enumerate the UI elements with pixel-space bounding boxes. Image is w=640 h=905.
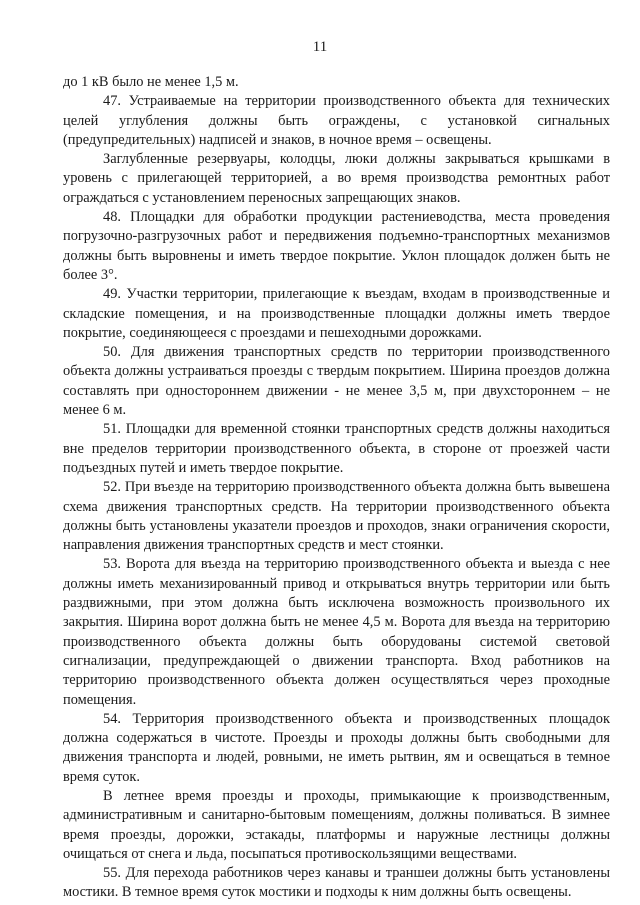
paragraph-47-continued: Заглубленные резервуары, колодцы, люки должны закрываться крышками в уровень с прилегающей территорией, а во время производства ремонтных работ ограждаться с установлением переносных запрещающих знаков. xyxy=(63,151,610,206)
paragraph-50: 50. Для движения транспортных средств по территории производственного объекта должны устраиваться проезды с твердым покрытием. Ширина проездов должна составлять при одностороннем движении - не менее 3,5 м, при двухстороннем – не менее 6 м. xyxy=(63,344,610,419)
paragraph-51: 51. Площадки для временной стоянки транспортных средств должны находиться вне пределов территории производственного объекта, в стороне от проезжей части подъездных путей и иметь твердое покрытие. xyxy=(63,421,610,476)
paragraph-55: 55. Для перехода работников через канавы и траншеи должны быть установлены мостики. В темное время суток мостики и подходы к ним должны быть освещены. xyxy=(63,865,610,901)
page-number: 11 xyxy=(312,39,328,55)
paragraph-54: 54. Территория производственного объекта и производственных площадок должна содержаться в чистоте. Проезды и проходы должны быть свободными для движения транспорта и людей, ровными, не иметь рытвин, ям и освещаться в темное время суток. xyxy=(63,710,610,785)
paragraph-52: 52. При въезде на территорию производственного объекта должна быть вывешена схема движения транспортных средств. На территории производственного объекта должны быть установлены указатели проездов и проходов, знаки ограничения скорости, направления движения транспортных средств и мест стоянки. xyxy=(63,479,610,554)
paragraph-continuation: до 1 кВ было не менее 1,5 м. xyxy=(63,74,239,90)
paragraph-54-continued: В летнее время проезды и проходы, примыкающие к производственным, административным и санитарно-бытовым помещениям, должны поливаться. В зимнее время проезды, дорожки, эстакады, платформы и наружные лестницы должны очищаться от снега и льда, посыпаться противоскользящими веществами. xyxy=(63,787,610,862)
paragraph-49: 49. Участки территории, прилегающие к въездам, входам в производственные и складские помещения, и на производственные площадки должны иметь твердое покрытие, соединяющееся с проездами и пешеходными дорожками. xyxy=(63,286,610,341)
document-body xyxy=(63,73,610,903)
paragraph-53: 53. Ворота для въезда на территорию производственного объекта и выезда с нее должны иметь механизированный привод и открываться внутрь территории или быть раздвижными, при этом должна быть исключена возможность произвольного их закрытия. Ширина ворот должна быть не менее 4,5 м. Ворота для въезда на территорию производственного объекта должны быть оборудованы системой световой сигнализации, предупреждающей о движении транспорта. Вход работников на территорию производственного объекта должен осуществляться через проходные помещения. xyxy=(63,556,610,708)
paragraph-48: 48. Площадки для обработки продукции растениеводства, места проведения погрузочно-разгрузочных работ и передвижения подъемно-транспортных механизмов должны быть выровнены и иметь твердое покрытие. Уклон площадок должен быть не более 3°. xyxy=(63,209,610,283)
paragraph-47: 47. Устраиваемые на территории производственного объекта для технических целей углубления должны быть ограждены, с установкой сигнальных (предупредительных) надписей и знаков, в ночное время – освещены. xyxy=(63,93,610,148)
